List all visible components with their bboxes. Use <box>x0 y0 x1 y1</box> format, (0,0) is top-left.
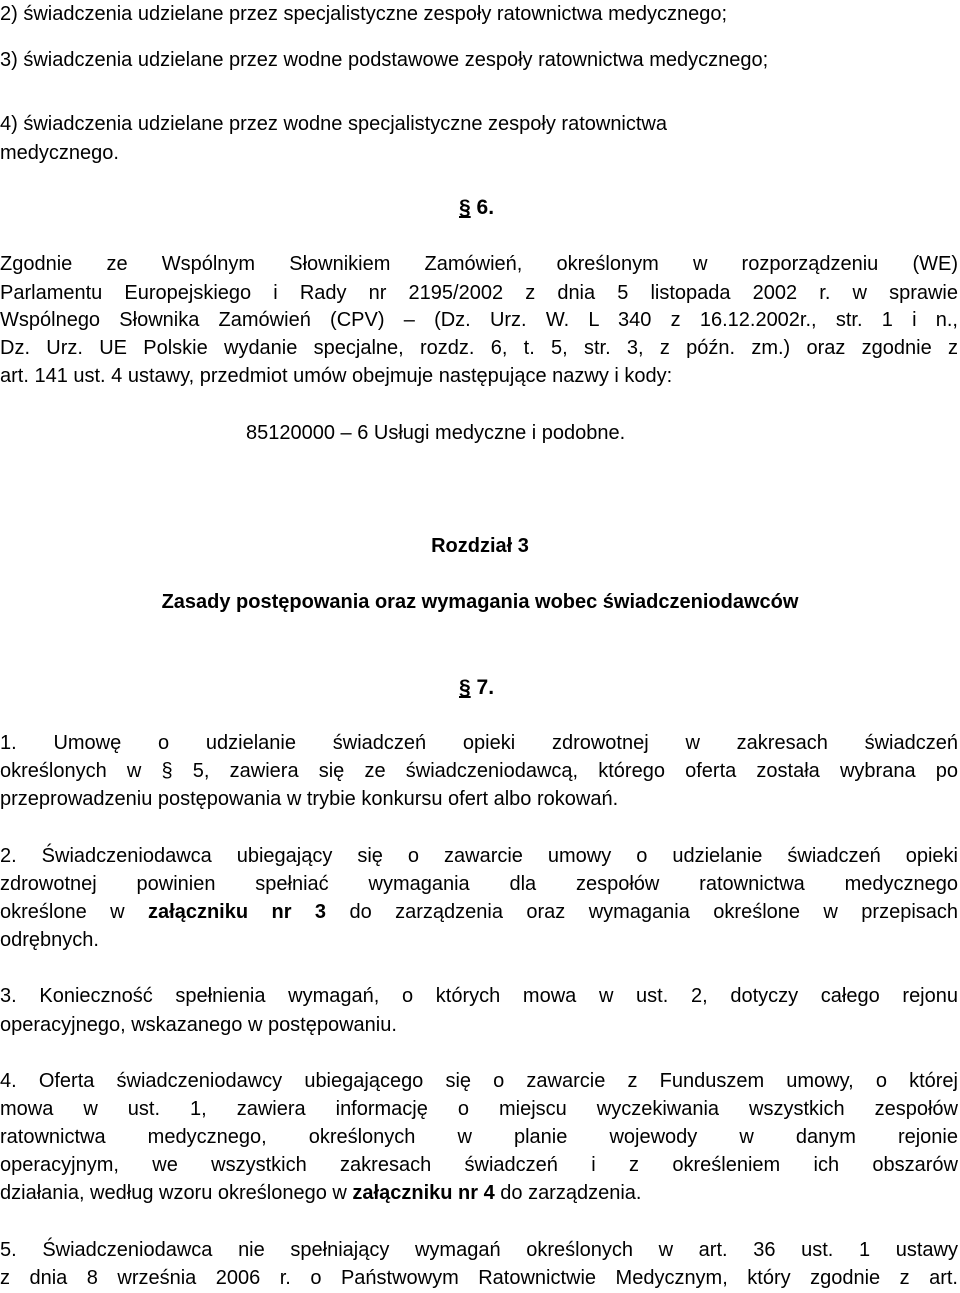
attachment-ref: załączniku nr 4 <box>352 1182 495 1204</box>
attachment-ref: załączniku nr 3 <box>148 901 327 923</box>
chapter-subtitle: Zasady postępowania oraz wymagania wobec świadczeniodawców <box>161 591 799 613</box>
section-symbol: § <box>459 196 471 219</box>
section-symbol: § <box>459 676 471 699</box>
para6-line-1: Zgodnie ze Wspólnym Słownikiem Zamówień, określonym w rozporządzeniu (WE) <box>0 253 958 275</box>
cpv-code: 85120000 – 6 Usługi medyczne i podobne. <box>246 422 626 444</box>
p5-line-2: z dnia 8 września 2006 r. o Państwowym Ratownictwie Medycznym, który zgodnie z art. <box>0 1267 958 1289</box>
p4-line-3: ratownictwa medycznego, określonych w planie wojewody w danym rejonie <box>0 1126 958 1148</box>
section-number: 6. <box>476 196 495 219</box>
chapter-title: Rozdział 3 <box>431 535 529 557</box>
p2-line-1: 2. Świadczeniodawca ubiegający się o zawarcie umowy o udzielanie świadczeń opieki <box>0 845 958 867</box>
p2-line-4: odrębnych. <box>0 929 99 951</box>
text: określone w <box>0 901 149 923</box>
list-item-2: 2) świadczenia udzielane przez specjalistyczne zespoły ratownictwa medycznego; <box>0 3 728 25</box>
p1-line-2: określonych w § 5, zawiera się ze świadczeniodawcą, którego oferta została wybrana po <box>0 760 958 782</box>
list-item-3: 3) świadczenia udzielane przez wodne podstawowe zespoły ratownictwa medycznego; <box>0 49 769 71</box>
p4-line-2: mowa w ust. 1, zawiera informację o miejscu wyczekiwania wszystkich zespołów <box>0 1098 958 1120</box>
p1-line-1: 1. Umowę o udzielanie świadczeń opieki zdrowotnej w zakresach świadczeń <box>0 732 958 754</box>
p2-line-2: zdrowotnej powinien spełniać wymagania dla zespołów ratownictwa medycznego <box>0 873 958 895</box>
p5-line-1: 5. Świadczeniodawca nie spełniający wymagań określonych w art. 36 ust. 1 ustawy <box>0 1239 958 1261</box>
section-number: 7. <box>476 676 495 699</box>
p3-line-2: operacyjnego, wskazanego w postępowaniu. <box>0 1014 397 1036</box>
text: do zarządzenia oraz wymagania określone w przepisach <box>326 901 959 923</box>
p3-line-1: 3. Konieczność spełnienia wymagań, o których mowa w ust. 2, dotyczy całego rejonu <box>0 985 958 1007</box>
para6-line-2: Parlamentu Europejskiego i Rady nr 2195/2002 z dnia 5 listopada 2002 r. w sprawie <box>0 282 958 304</box>
list-item-4-cont: medycznego. <box>0 142 119 164</box>
p4-line-1: 4. Oferta świadczeniodawcy ubiegającego się o zawarcie z Funduszem umowy, o której <box>0 1070 958 1092</box>
para6-line-3: Wspólnego Słownika Zamówień (CPV) – (Dz. Urz. W. L 340 z 16.12.2002r., str. 1 i n., <box>0 309 958 331</box>
section-6-heading <box>459 194 494 222</box>
text: do zarządzenia. <box>494 1182 642 1204</box>
para6-line-4: Dz. Urz. UE Polskie wydanie specjalne, rozdz. 6, t. 5, str. 3, z późn. zm.) oraz zgodnie z <box>0 337 958 359</box>
p1-line-3: przeprowadzeniu postępowania w trybie konkursu ofert albo rokowań. <box>0 788 619 810</box>
section-7-heading <box>459 674 494 702</box>
list-item-4: 4) świadczenia udzielane przez wodne specjalistyczne zespoły ratownictwa <box>0 113 668 135</box>
p4-line-4: operacyjnym, we wszystkich zakresach świadczeń i z określeniem ich obszarów <box>0 1154 958 1176</box>
text: działania, według wzoru określonego w <box>0 1182 353 1204</box>
p2-line-3 <box>0 898 958 926</box>
p4-line-5 <box>0 1179 641 1207</box>
para6-line-5: art. 141 ust. 4 ustawy, przedmiot umów obejmuje następujące nazwy i kody: <box>0 365 673 387</box>
